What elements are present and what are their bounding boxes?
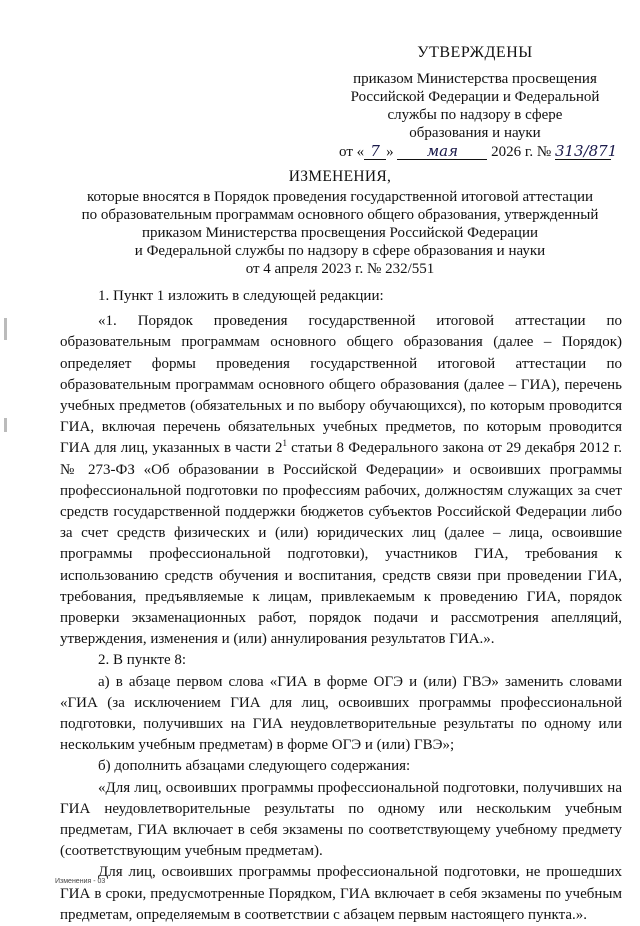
scan-edge-mark — [4, 318, 7, 340]
title-line: приказом Министерства просвещения Российской Федерации — [142, 225, 538, 241]
paragraph: б) дополнить абзацами следующего содержания: — [98, 758, 411, 775]
scan-edge-mark — [4, 418, 7, 432]
approval-line: образования и науки — [409, 125, 541, 141]
paragraph: 1. Пункт 1 изложить в следующей редакции: — [98, 288, 384, 304]
document-title: ИЗМЕНЕНИЯ, — [288, 168, 392, 185]
paragraph-text: статьи 8 Федерального закона от 29 декабря 2012 г. № 273-ФЗ «Об образовании в Российской Федерации» и освоивших программы профессиональной подготовки по профессиям рабочих, должностям служащих за счет средств государственной поддержки бюджетов субъектов Российской Федерации либо за счет средств физических и (или) юридических лиц (далее – лица, освоившие программы профессиональной подготовки), участников ГИА, требования к использованию средств обучения и воспитания, средств связи при проведении ГИА, требования, предъявляемые к лицам, привлекаемым к проведению ГИА, порядок проверки экзаменационных работ, порядок подачи и рассмотрения апелляций, утверждения, изменения и (или) аннулирования результатов ГИА.». — [60, 440, 622, 648]
title-line: и Федеральной службы по надзору в сфере образования и науки — [134, 243, 546, 259]
approval-line: Российской Федерации и Федеральной — [350, 89, 600, 105]
paragraph — [60, 311, 622, 650]
approval-stamp-block — [330, 44, 620, 161]
document-body — [60, 286, 622, 926]
paragraph: «Для лиц, освоивших программы профессиональной подготовки, получивших на ГИА неудовлетворительные результаты по одному или нескольким учебным предметам, ГИА включает в себя экзамены по соответствующему учебному предмету (соответствующим учебным предметам). — [60, 779, 622, 860]
approval-heading: УТВЕРЖДЕНЫ — [417, 44, 533, 61]
approval-date-line — [330, 143, 620, 161]
handwritten-number: 313/871 — [554, 142, 618, 160]
paragraph: Для лиц, освоивших программы профессиональной подготовки, не прошедших ГИА в сроки, предусмотренные Порядком, ГИА включает в себя экзамены по учебным предметам, определяемым в соответствии с абзацем первым настоящего пункта.». — [60, 864, 622, 923]
title-line: по образовательным программам основного общего образования, утвержденный — [81, 207, 599, 223]
title-line: от 4 апреля 2023 г. № 232/551 — [245, 261, 435, 277]
paragraph: а) в абзаце первом слова «ГИА в форме ОГЭ и (или) ГВЭ» заменить словами «ГИА (за исключением ГИА для лиц, освоивших программы профессиональной подготовки, получивших на ГИА неудовлетворительные результаты по одному или нескольким учебным предметам) в форме ОГЭ и (или) ГВЭ»; — [60, 673, 622, 754]
paragraph-text: «1. Порядок проведения государственной итоговой аттестации по образовательным программам основного общего образования (далее – Порядок) определяет формы проведения государственной итоговой аттестации по образовательным программам основного общего образования (далее – ГИА), перечень учебных предметов (обязательных и по выбору обучающихся), по которым проводится ГИА, включая перечень обязательных учебных предметов, по которым проводится ГИА для лиц, указанных в части 2 — [60, 313, 622, 457]
title-line: которые вносятся в Порядок проведения государственной итоговой аттестации — [86, 189, 594, 205]
year-suffix: 2026 г. № — [491, 144, 552, 160]
document-title-block — [48, 168, 632, 278]
paragraph: 2. В пункте 8: — [98, 652, 187, 669]
handwritten-day: 7 — [364, 144, 386, 160]
approval-line: службы по надзору в сфере — [387, 107, 563, 123]
page-footer: Изменения - 03 — [55, 878, 106, 885]
date-prefix: от « — [339, 144, 365, 160]
superscript: 1 — [282, 438, 287, 449]
date-mid: » — [386, 144, 394, 160]
handwritten-month: мая — [397, 144, 487, 160]
approval-line: приказом Министерства просвещения — [353, 71, 597, 87]
